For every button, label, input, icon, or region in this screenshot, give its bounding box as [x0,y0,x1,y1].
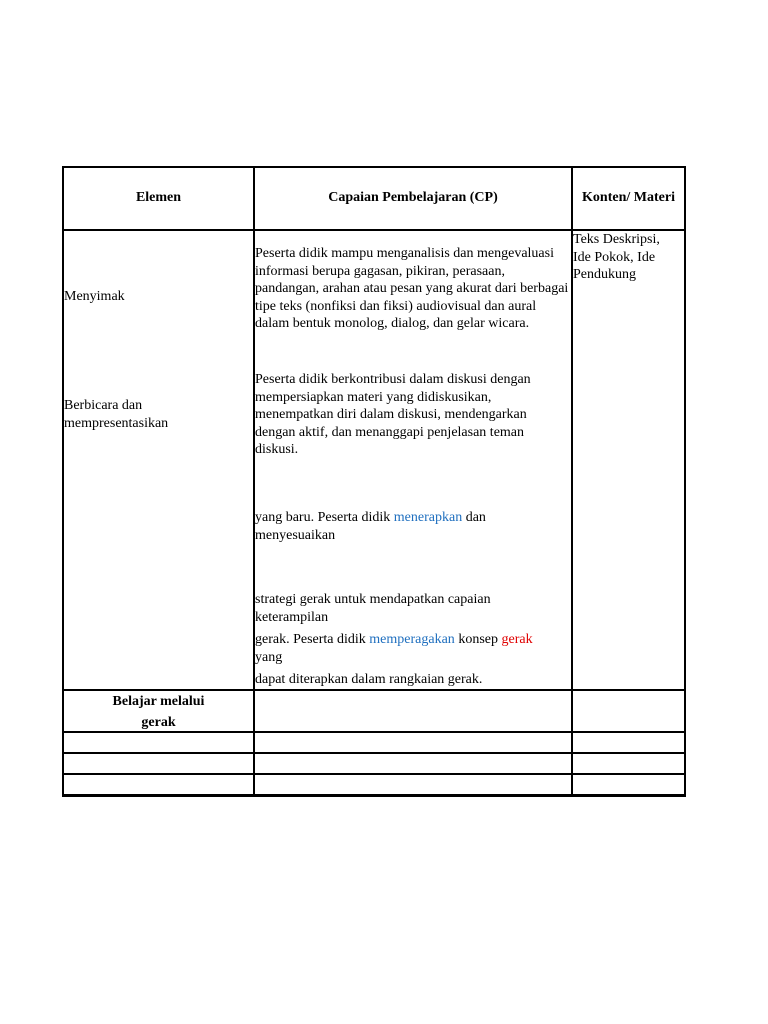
cp-text: gerak. Peserta didik [255,632,370,647]
cp-paragraph-menerapkan [255,509,525,544]
header-elemen: Elemen [135,190,182,205]
cp-text: yang baru. Peserta didik [255,510,394,525]
cp-paragraph-rangkaian: dapat diterapkan dalam rangkaian gerak. [255,672,483,687]
header-konten-materi: Konten/ Materi [582,190,675,205]
cp-paragraph-memperagakan [255,631,560,666]
header-capaian-pembelajaran: Capaian Pembelajaran (CP) [328,190,498,205]
cp-text: konsep [454,632,502,647]
cp-paragraph-berbicara: Peserta didik berkontribusi dalam diskusi dengan mempersiapkan materi yang didiskusikan, menempatkan diri dalam diskusi, mendengarkan dengan aktif, dan menanggapi penjelasan teman diskusi. [255,372,531,457]
konten-materi-text: Teks Deskripsi, Ide Pokok, Ide Pendukung [573,232,660,282]
element-belajar-gerak: Belajar melalui gerak [112,694,205,730]
highlight-gerak: gerak [501,632,533,647]
element-menyimak: Menyimak [64,289,125,304]
cp-text: yang [255,649,283,665]
element-berbicara: Berbicara dan mempresentasikan [64,398,169,431]
cp-text: dan menyesuaikan [255,510,486,543]
link-menerapkan[interactable]: menerapkan [393,510,463,525]
cp-paragraph-menyimak: Peserta didik mampu menganalisis dan mengevaluasi informasi berupa gagasan, pikiran, perasaan, pandangan, arahan atau pesan yang akurat dari berbagai tipe teks (nonfiksi dan fiksi) audiovisual dan aural dalam bentuk monolog, dialog, dan gelar wicara. [255,246,569,331]
link-memperagakan[interactable]: memperagakan [369,632,455,647]
cp-paragraph-strategi: strategi gerak untuk mendapatkan capaian keterampilan [255,592,491,625]
